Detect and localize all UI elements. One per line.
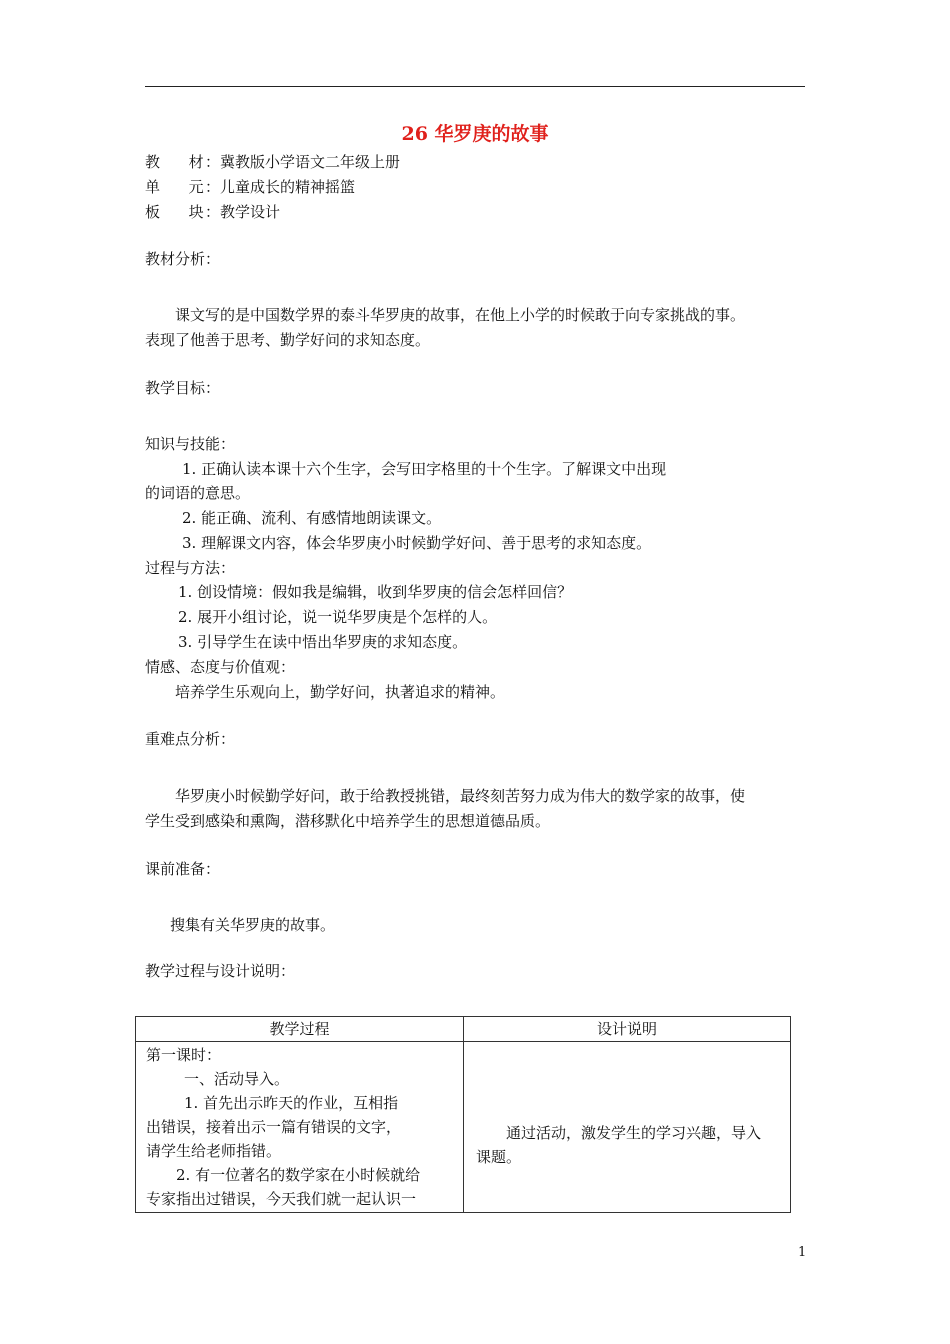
heading-knowledge: 知识与技能：	[145, 435, 236, 453]
page-number: 1	[798, 1245, 807, 1260]
analysis-line-1: 课文写的是中国数学界的泰斗华罗庚的故事，在他上小学的时候敢于向专家挑战的事。	[175, 306, 746, 324]
lesson-plan-table	[135, 1016, 791, 1213]
meta-value: ：冀教版小学语文二年级上册	[205, 153, 401, 171]
process-item-3: 3. 引导学生在读中悟出华罗庚的求知态度。	[178, 633, 468, 651]
process-line: 1. 首先出示昨天的作业，互相指	[184, 1094, 399, 1112]
meta-row-unit	[145, 176, 355, 198]
key-line-2: 学生受到感染和熏陶，潜移默化中培养学生的思想道德品质。	[145, 812, 551, 830]
table-header-notes: 设计说明	[464, 1017, 791, 1042]
meta-row-section	[145, 201, 280, 223]
heading-key-points: 重难点分析：	[145, 730, 236, 748]
meta-label: 单 元	[145, 178, 204, 196]
heading-emotion: 情感、态度与价值观：	[145, 658, 296, 676]
meta-value: ：儿童成长的精神摇篮	[205, 178, 356, 196]
process-item-2: 2. 展开小组讨论，说一说华罗庚是个怎样的人。	[178, 608, 498, 626]
process-line: 专家指出过错误，今天我们就一起认识一	[146, 1190, 417, 1208]
process-line: 一、活动导入。	[184, 1070, 290, 1088]
heading-preparation: 课前准备：	[145, 860, 221, 878]
meta-label: 板 块	[145, 203, 204, 221]
header-rule	[145, 86, 805, 87]
process-cell	[136, 1042, 464, 1213]
heading-teaching-flow: 教学过程与设计说明：	[145, 962, 296, 980]
process-line: 2. 有一位著名的数学家在小时候就给	[176, 1166, 421, 1184]
table-header-process: 教学过程	[136, 1017, 464, 1042]
knowledge-item-3: 3. 理解课文内容，体会华罗庚小时候勤学好问、善于思考的求知态度。	[182, 534, 652, 552]
knowledge-item-1: 1. 正确认读本课十六个生字，会写田字格里的十个生字。了解课文中出现	[182, 460, 667, 478]
document-title: 26 华罗庚的故事	[401, 123, 549, 145]
process-line: 出错误，接着出示一篇有错误的文字，	[146, 1118, 402, 1136]
analysis-line-2: 表现了他善于思考、勤学好问的求知态度。	[145, 331, 431, 349]
knowledge-item-1-cont: 的词语的意思。	[145, 484, 251, 502]
meta-row-material	[145, 151, 400, 173]
preparation-item: 搜集有关华罗庚的故事。	[170, 916, 336, 934]
heading-process: 过程与方法：	[145, 559, 236, 577]
process-item-1: 1. 创设情境：假如我是编辑，收到华罗庚的信会怎样回信？	[178, 583, 573, 601]
meta-value: ：教学设计	[205, 203, 281, 221]
process-line: 请学生给老师指错。	[146, 1142, 282, 1160]
notes-line: 通过活动，激发学生的学习兴趣，导入	[506, 1124, 762, 1142]
notes-cell	[464, 1042, 791, 1213]
process-line: 第一课时：	[146, 1046, 222, 1064]
table-header-row	[136, 1017, 791, 1042]
notes-line: 课题。	[476, 1148, 522, 1166]
knowledge-item-2: 2. 能正确、流利、有感情地朗读课文。	[182, 509, 442, 527]
key-line-1: 华罗庚小时候勤学好问，敢于给教授挑错，最终刻苦努力成为伟大的数学家的故事，使	[175, 787, 746, 805]
emotion-item: 培养学生乐观向上，勤学好问，执著追求的精神。	[175, 683, 506, 701]
meta-label: 教 材	[145, 153, 204, 171]
heading-analysis: 教材分析：	[145, 250, 221, 268]
heading-goals: 教学目标：	[145, 379, 221, 397]
table-row	[136, 1042, 791, 1213]
